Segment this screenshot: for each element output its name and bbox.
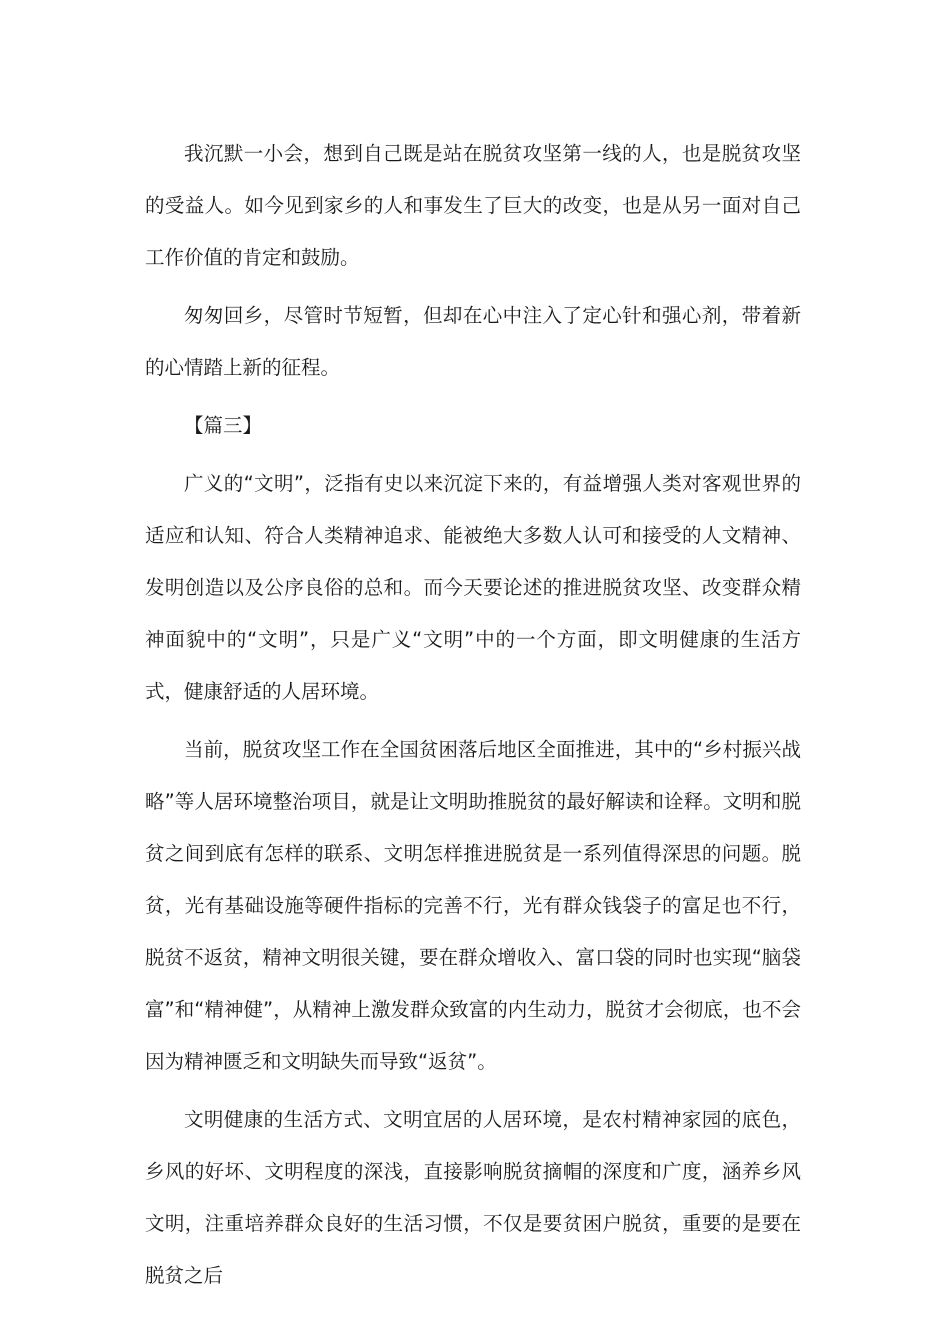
paragraph: 广义的“文明”，泛指有史以来沉淀下来的，有益增强人类对客观世界的适应和认知、符合人类精神追求、能被绝大多数人认可和接受的人文精神、发明创造以及公序良俗的总和。而今天要论述的推进脱贫攻坚、改变群众精神面貌中的“文明”，只是广义“文明”中的一个方面，即文明健康的生活方式，健康舒适的人居环境。 bbox=[145, 472, 801, 703]
paragraph: 匆匆回乡，尽管时节短暂，但却在心中注入了定心针和强心剂，带着新的心情踏上新的征程。 bbox=[145, 304, 801, 379]
paragraph: 当前，脱贫攻坚工作在全国贫困落后地区全面推进，其中的“乡村振兴战略”等人居环境整治项目，就是让文明助推脱贫的最好解读和诠释。文明和脱贫之间到底有怎样的联系、文明怎样推进脱贫是一系列值得深思的问题。脱贫，光有基础设施等硬件指标的完善不行，光有群众钱袋子的富足也不行，脱贫不返贫，精神文明很关键，要在群众增收入、富口袋的同时也实现“脑袋富”和“精神健”，从精神上激发群众致富的内生动力，脱贫才会彻底，也不会因为精神匮乏和文明缺失而导致“返贫”。 bbox=[145, 738, 801, 1073]
document-body bbox=[145, 128, 801, 1308]
paragraph: 我沉默一小会，想到自己既是站在脱贫攻坚第一线的人，也是脱贫攻坚的受益人。如今见到家乡的人和事发生了巨大的改变，也是从另一面对自己工作价值的肯定和鼓励。 bbox=[145, 142, 801, 269]
paragraph: 文明健康的生活方式、文明宜居的人居环境，是农村精神家园的底色，乡风的好坏、文明程度的深浅，直接影响脱贫摘帽的深度和广度，涵养乡风文明，注重培养群众良好的生活习惯，不仅是要贫困户脱贫，重要的是要在脱贫之后 bbox=[145, 1108, 801, 1287]
section-heading: 【篇三】 bbox=[184, 414, 263, 437]
